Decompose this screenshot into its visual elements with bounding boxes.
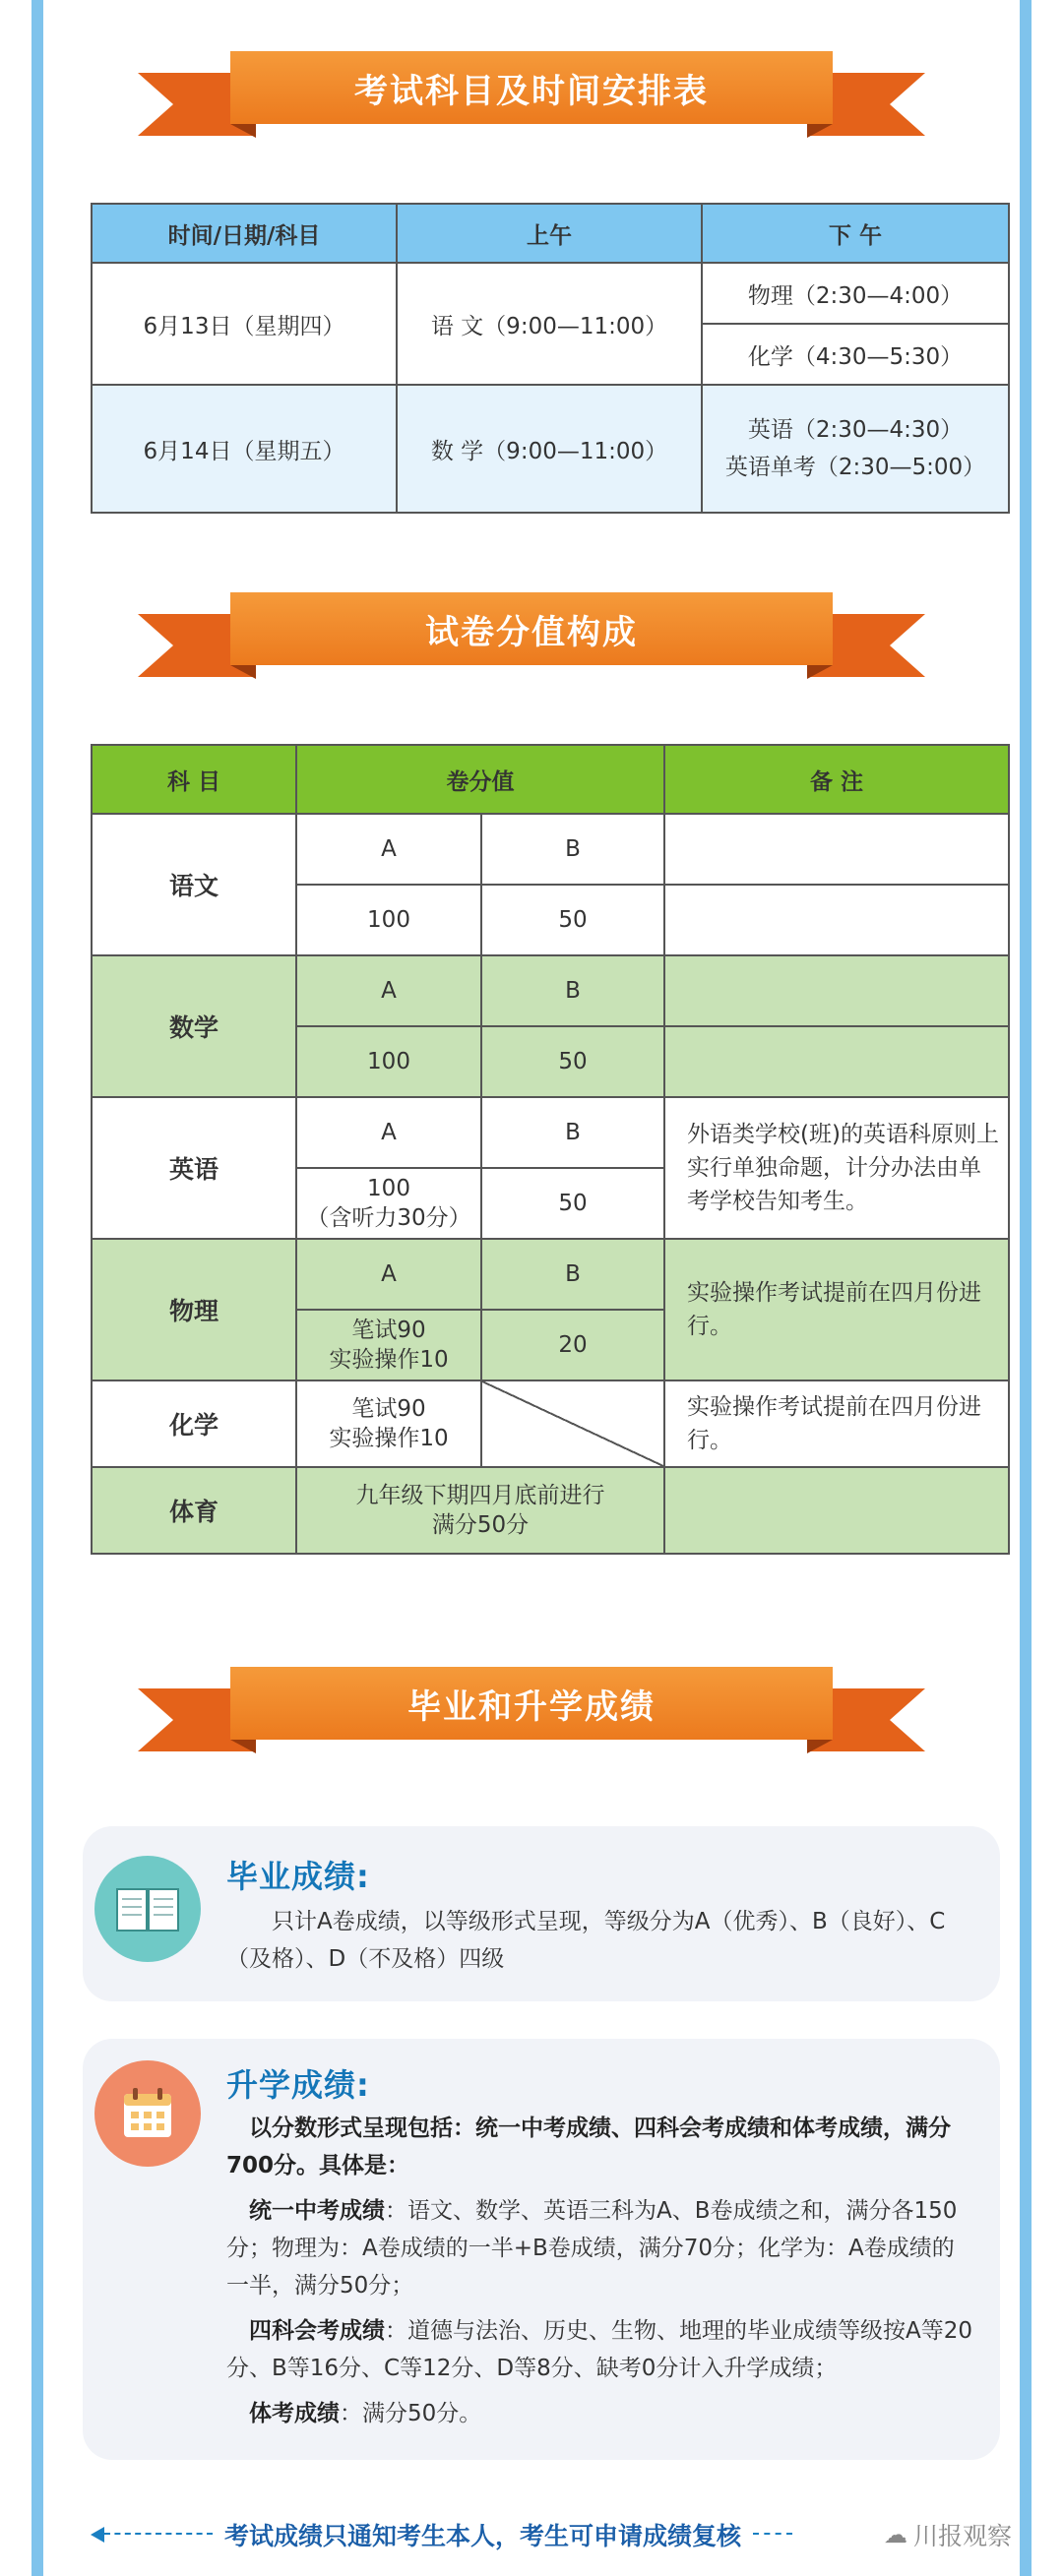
wuli-a-value [296, 1310, 481, 1380]
graduation-card [83, 1826, 1000, 2001]
tiyu-value-1: 九年级下期四月底前进行 [355, 1483, 605, 1508]
watermark [884, 2515, 1012, 2554]
calendar-icon [94, 2060, 201, 2167]
yuwen-a-label: A [296, 814, 481, 885]
schedule-table [91, 203, 1010, 514]
admission-paragraph-1 [226, 2192, 972, 2304]
yuwen-b-value: 50 [481, 885, 664, 955]
left-arrow-icon [91, 2527, 104, 2543]
admission-card [83, 2039, 1000, 2460]
subject-tiyu: 体育 [92, 1467, 296, 1554]
schedule-afternoon-2 [702, 385, 1009, 513]
schedule-date-1: 6月13日（星期四） [92, 263, 397, 385]
yingyu-b-label: B [481, 1097, 664, 1168]
subject-shuxue: 数学 [92, 955, 296, 1097]
subject-yingyu: 英语 [92, 1097, 296, 1239]
score-table [91, 744, 1010, 1555]
admission-paragraph-2 [226, 2312, 972, 2387]
scores-banner [138, 592, 925, 687]
schedule-header-afternoon: 下 午 [702, 204, 1009, 263]
schedule-date-2: 6月14日（星期五） [92, 385, 397, 513]
yuwen-note-1 [664, 814, 1009, 885]
book-icon [94, 1856, 201, 1962]
score-header-subject: 科 目 [92, 745, 296, 814]
shuxue-b-label: B [481, 955, 664, 1026]
shuxue-a-value: 100 [296, 1026, 481, 1097]
yingyu-a-value-note: （含听力30分） [306, 1205, 471, 1231]
tiyu-value-2: 满分50分 [431, 1512, 530, 1538]
admission-p3-text: ：满分50分。 [340, 2401, 482, 2426]
wuli-b-label: B [481, 1239, 664, 1310]
wuli-a-value-1: 笔试90 [351, 1318, 426, 1343]
schedule-row-2 [92, 385, 1009, 513]
schedule-row-1a [92, 263, 1009, 324]
admission-p2-label: 四科会考成绩 [249, 2318, 385, 2344]
wechat-icon: ☁ [883, 2521, 907, 2548]
schedule-header-morning: 上午 [397, 204, 702, 263]
score-row-tiyu [92, 1467, 1009, 1554]
admission-p1-text: ：语文、数学、英语三科为A、B卷成绩之和，满分各150分；物理为：A卷成绩的一半+B卷成绩，满分70分；化学为：A卷成绩的一半，满分50分； [226, 2198, 958, 2299]
admission-title: 升学成绩: [226, 2066, 370, 2104]
yingyu-a-value-main: 100 [367, 1176, 410, 1201]
wuli-a-label: A [296, 1239, 481, 1310]
schedule-banner-title: 考试科目及时间安排表 [230, 51, 833, 124]
admission-p2-text: ：道德与法治、历史、生物、地理的毕业成绩等级按A等20分、B等16分、C等12分、D等8分、缺考0分计入升学成绩； [226, 2318, 973, 2381]
results-banner [138, 1667, 925, 1761]
score-header-row [92, 745, 1009, 814]
right-border [1020, 0, 1032, 2576]
schedule-header-row [92, 204, 1009, 263]
huaxue-a-value-2: 实验操作10 [329, 1426, 449, 1451]
schedule-afternoon-2b: 英语单考（2:30—5:00） [724, 455, 986, 480]
score-header-value: 卷分值 [296, 745, 664, 814]
yuwen-b-label: B [481, 814, 664, 885]
admission-intro: 以分数形式呈现包括：统一中考成绩、四科会考成绩和体考成绩，满分700分。具体是： [226, 2116, 951, 2178]
left-border [31, 0, 43, 2576]
subject-huaxue: 化学 [92, 1380, 296, 1467]
yuwen-a-value: 100 [296, 885, 481, 955]
graduation-title: 毕业成绩: [226, 1858, 370, 1895]
huaxue-a-value [296, 1380, 481, 1467]
score-row-yuwen-a [92, 814, 1009, 885]
footer-notice [91, 2515, 878, 2554]
scores-banner-title: 试卷分值构成 [230, 592, 833, 665]
yingyu-b-value: 50 [481, 1168, 664, 1239]
wuli-a-value-2: 实验操作10 [329, 1347, 449, 1373]
score-row-wuli-a [92, 1239, 1009, 1310]
yingyu-note: 外语类学校(班)的英语科原则上实行单独命题，计分办法由单考学校告知考生。 [664, 1097, 1009, 1239]
admission-body [226, 2110, 972, 2432]
shuxue-note-2 [664, 1026, 1009, 1097]
schedule-morning-1: 语 文（9:00—11:00） [397, 263, 702, 385]
wuli-note: 实验操作考试提前在四月份进行。 [664, 1239, 1009, 1380]
tiyu-value [296, 1467, 664, 1554]
schedule-afternoon-1a: 物理（2:30—4:00） [702, 263, 1009, 324]
subject-wuli: 物理 [92, 1239, 296, 1380]
admission-paragraph-3 [226, 2395, 972, 2432]
shuxue-b-value: 50 [481, 1026, 664, 1097]
wuli-b-value: 20 [481, 1310, 664, 1380]
score-row-yingyu-a [92, 1097, 1009, 1168]
huaxue-a-value-1: 笔试90 [351, 1396, 426, 1422]
score-row-shuxue-a [92, 955, 1009, 1026]
footer-dashed-line-left [104, 2533, 213, 2537]
schedule-afternoon-1b: 化学（4:30—5:30） [702, 324, 1009, 385]
yuwen-note-2 [664, 885, 1009, 955]
huaxue-b-empty-diagonal [481, 1380, 664, 1467]
shuxue-note-1 [664, 955, 1009, 1026]
tiyu-note [664, 1467, 1009, 1554]
schedule-banner [138, 51, 925, 146]
yingyu-a-label: A [296, 1097, 481, 1168]
footer-dashed-line-right [753, 2533, 792, 2537]
score-header-note: 备 注 [664, 745, 1009, 814]
score-row-huaxue [92, 1380, 1009, 1467]
admission-p3-label: 体考成绩 [249, 2401, 340, 2426]
admission-p1-label: 统一中考成绩 [249, 2198, 385, 2224]
huaxue-note: 实验操作考试提前在四月份进行。 [664, 1380, 1009, 1467]
shuxue-a-label: A [296, 955, 481, 1026]
watermark-text: 川报观察 [912, 2522, 1012, 2550]
results-banner-title: 毕业和升学成绩 [230, 1667, 833, 1740]
schedule-afternoon-2a: 英语（2:30—4:30） [747, 417, 964, 443]
yingyu-a-value [296, 1168, 481, 1239]
graduation-text: 只计A卷成绩，以等级形式呈现，等级分为A（优秀）、B（良好）、C（及格）、D（不及格）四级 [226, 1909, 946, 1972]
footer-text: 考试成绩只通知考生本人，考生可申请成绩复核 [224, 2522, 742, 2550]
schedule-morning-2: 数 学（9:00—11:00） [397, 385, 702, 513]
schedule-header-date: 时间/日期/科目 [92, 204, 397, 263]
subject-yuwen: 语文 [92, 814, 296, 955]
